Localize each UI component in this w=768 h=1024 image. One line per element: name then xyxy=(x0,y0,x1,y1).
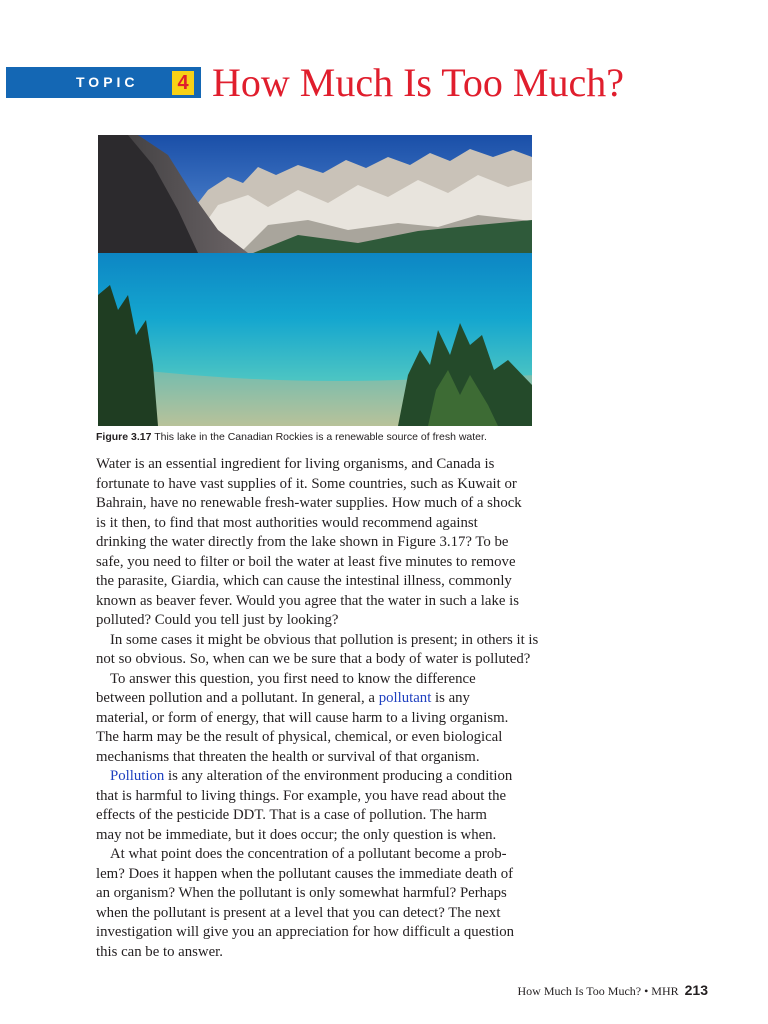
text-line: when the pollutant is present at a level that you can detect? The next xyxy=(96,904,501,921)
text-line: Water is an essential ingredient for living organisms, and Canada is xyxy=(96,456,495,472)
text-line: this can be to answer. xyxy=(96,943,223,960)
mountain-lake-photo xyxy=(98,135,532,426)
text-line: mechanisms that threaten the health or survival of that organism. xyxy=(96,748,480,765)
text-line: the parasite, Giardia, which can cause the intestinal illness, commonly xyxy=(96,573,512,589)
text-line: Bahrain, have no renewable fresh-water supplies. How much of a shock xyxy=(96,495,522,511)
text-line: is it then, to find that most authorities would recommend against xyxy=(96,514,478,531)
text-line: may not be immediate, but it does occur; the only question is when. xyxy=(96,826,497,843)
text-line xyxy=(96,689,561,709)
term-pollutant: pollutant xyxy=(378,690,432,706)
figure-label: Figure 3.17 xyxy=(96,431,152,443)
text-line: In some cases it might be obvious that pollution is present; in others it is xyxy=(110,631,539,648)
text-fragment: between pollution and a pollutant. In general, a xyxy=(96,690,379,706)
text-line: an organism? When the pollutant is only somewhat harmful? Perhaps xyxy=(96,885,507,901)
topic-number: 4 xyxy=(177,72,189,94)
text-line: that is harmful to living things. For example, you have read about the xyxy=(96,787,507,804)
text-line: drinking the water directly from the lake shown in Figure 3.17? To be xyxy=(96,534,509,550)
topic-number-box xyxy=(172,71,194,95)
page-title: How Much Is Too Much? xyxy=(212,60,624,105)
text-line xyxy=(96,767,561,787)
figure-caption xyxy=(96,430,656,444)
text-line: safe, you need to filter or boil the water at least five minutes to remove xyxy=(96,553,516,570)
text-fragment: is any alteration of the environment producing a condition xyxy=(164,768,513,784)
text-line: lem? Does it happen when the pollutant causes the immediate death of xyxy=(96,865,514,882)
topic-label: TOPIC xyxy=(76,74,139,90)
term-pollution: Pollution xyxy=(110,768,165,784)
text-line: To answer this question, you first need to know the difference xyxy=(110,670,476,687)
text-line: The harm may be the result of physical, chemical, or even biological xyxy=(96,729,503,745)
body-text xyxy=(96,455,561,962)
page-number: 213 xyxy=(684,982,708,998)
text-line: not so obvious. So, when can we be sure that a body of water is polluted? xyxy=(96,651,531,667)
text-fragment: is any xyxy=(431,690,470,706)
text-line: effects of the pesticide DDT. That is a case of pollution. The harm xyxy=(96,807,487,823)
text-line: fortunate to have vast supplies of it. Some countries, such as Kuwait or xyxy=(96,475,517,492)
page-footer xyxy=(518,982,709,999)
text-line: material, or form of energy, that will cause harm to a living organism. xyxy=(96,709,509,726)
figure-caption-text: This lake in the Canadian Rockies is a renewable source of fresh water. xyxy=(154,431,487,443)
text-line: At what point does the concentration of a pollutant become a prob- xyxy=(110,846,507,862)
text-line: polluted? Could you tell just by looking? xyxy=(96,612,339,628)
text-line: known as beaver fever. Would you agree that the water in such a lake is xyxy=(96,592,519,609)
text-line: investigation will give you an appreciation for how difficult a question xyxy=(96,924,515,940)
footer-text: How Much Is Too Much? • MHR xyxy=(517,984,679,998)
